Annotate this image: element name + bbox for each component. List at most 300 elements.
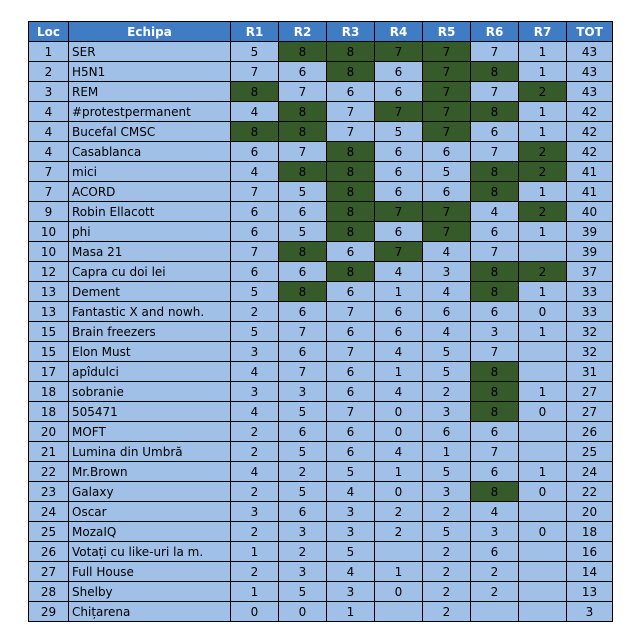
- total-cell[interactable]: 33: [567, 302, 613, 322]
- rank-cell[interactable]: 24: [29, 502, 69, 522]
- score-cell-r7[interactable]: 1: [519, 42, 567, 62]
- score-cell-r5[interactable]: 5: [423, 362, 471, 382]
- score-cell-r2[interactable]: 5: [279, 582, 327, 602]
- score-cell-r1[interactable]: 2: [231, 522, 279, 542]
- score-cell-r4[interactable]: 6: [375, 322, 423, 342]
- header-r1[interactable]: R1: [231, 22, 279, 42]
- team-name-cell[interactable]: apîdulci: [69, 362, 231, 382]
- score-cell-r3[interactable]: 6: [327, 242, 375, 262]
- score-cell-r6[interactable]: 8: [471, 402, 519, 422]
- score-cell-r3[interactable]: 7: [327, 102, 375, 122]
- rank-cell[interactable]: 15: [29, 322, 69, 342]
- score-cell-r4[interactable]: 1: [375, 362, 423, 382]
- score-cell-r7[interactable]: 2: [519, 202, 567, 222]
- score-cell-r4[interactable]: 5: [375, 122, 423, 142]
- header-loc[interactable]: Loc: [29, 22, 69, 42]
- total-cell[interactable]: 3: [567, 602, 613, 622]
- score-cell-r4[interactable]: [375, 602, 423, 622]
- score-cell-r7[interactable]: 1: [519, 102, 567, 122]
- header-r4[interactable]: R4: [375, 22, 423, 42]
- score-cell-r3[interactable]: 6: [327, 282, 375, 302]
- score-cell-r5[interactable]: 2: [423, 582, 471, 602]
- total-cell[interactable]: 39: [567, 222, 613, 242]
- score-cell-r6[interactable]: 6: [471, 542, 519, 562]
- rank-cell[interactable]: 10: [29, 222, 69, 242]
- total-cell[interactable]: 25: [567, 442, 613, 462]
- score-cell-r4[interactable]: 1: [375, 462, 423, 482]
- score-cell-r3[interactable]: 8: [327, 222, 375, 242]
- team-name-cell[interactable]: Fantastic X and nowh.: [69, 302, 231, 322]
- score-cell-r7[interactable]: [519, 602, 567, 622]
- score-cell-r5[interactable]: 2: [423, 562, 471, 582]
- score-cell-r7[interactable]: [519, 562, 567, 582]
- score-cell-r5[interactable]: 1: [423, 442, 471, 462]
- score-cell-r6[interactable]: 8: [471, 282, 519, 302]
- score-cell-r4[interactable]: 6: [375, 182, 423, 202]
- score-cell-r5[interactable]: 3: [423, 482, 471, 502]
- score-cell-r4[interactable]: 7: [375, 242, 423, 262]
- score-cell-r1[interactable]: 8: [231, 82, 279, 102]
- score-cell-r7[interactable]: 0: [519, 522, 567, 542]
- score-cell-r5[interactable]: 5: [423, 162, 471, 182]
- score-cell-r1[interactable]: 4: [231, 162, 279, 182]
- score-cell-r6[interactable]: 6: [471, 122, 519, 142]
- total-cell[interactable]: 41: [567, 162, 613, 182]
- score-cell-r4[interactable]: 6: [375, 142, 423, 162]
- score-cell-r4[interactable]: 1: [375, 282, 423, 302]
- score-cell-r4[interactable]: [375, 542, 423, 562]
- total-cell[interactable]: 27: [567, 382, 613, 402]
- team-name-cell[interactable]: Robin Ellacott: [69, 202, 231, 222]
- team-name-cell[interactable]: phi: [69, 222, 231, 242]
- score-cell-r5[interactable]: 3: [423, 402, 471, 422]
- rank-cell[interactable]: 27: [29, 562, 69, 582]
- total-cell[interactable]: 43: [567, 62, 613, 82]
- score-cell-r3[interactable]: 7: [327, 342, 375, 362]
- score-cell-r3[interactable]: 3: [327, 582, 375, 602]
- score-cell-r1[interactable]: 3: [231, 382, 279, 402]
- team-name-cell[interactable]: ACORD: [69, 182, 231, 202]
- score-cell-r2[interactable]: 5: [279, 182, 327, 202]
- rank-cell[interactable]: 4: [29, 122, 69, 142]
- score-cell-r6[interactable]: 7: [471, 242, 519, 262]
- header-r2[interactable]: R2: [279, 22, 327, 42]
- score-cell-r1[interactable]: 4: [231, 102, 279, 122]
- team-name-cell[interactable]: Masa 21: [69, 242, 231, 262]
- score-cell-r2[interactable]: 7: [279, 362, 327, 382]
- team-name-cell[interactable]: SER: [69, 42, 231, 62]
- score-cell-r2[interactable]: 6: [279, 422, 327, 442]
- team-name-cell[interactable]: Galaxy: [69, 482, 231, 502]
- team-name-cell[interactable]: Bucefal CMSC: [69, 122, 231, 142]
- score-cell-r7[interactable]: [519, 422, 567, 442]
- score-cell-r5[interactable]: 2: [423, 382, 471, 402]
- score-cell-r2[interactable]: 5: [279, 442, 327, 462]
- score-cell-r1[interactable]: 1: [231, 542, 279, 562]
- team-name-cell[interactable]: 505471: [69, 402, 231, 422]
- total-cell[interactable]: 41: [567, 182, 613, 202]
- header-r7[interactable]: R7: [519, 22, 567, 42]
- score-cell-r7[interactable]: 0: [519, 482, 567, 502]
- total-cell[interactable]: 37: [567, 262, 613, 282]
- score-cell-r3[interactable]: 1: [327, 602, 375, 622]
- score-cell-r7[interactable]: 1: [519, 182, 567, 202]
- score-cell-r6[interactable]: 8: [471, 362, 519, 382]
- team-name-cell[interactable]: Mr.Brown: [69, 462, 231, 482]
- score-cell-r3[interactable]: 6: [327, 442, 375, 462]
- team-name-cell[interactable]: Full House: [69, 562, 231, 582]
- score-cell-r1[interactable]: 5: [231, 282, 279, 302]
- score-cell-r4[interactable]: 0: [375, 482, 423, 502]
- team-name-cell[interactable]: MOFT: [69, 422, 231, 442]
- rank-cell[interactable]: 20: [29, 422, 69, 442]
- score-cell-r6[interactable]: 7: [471, 442, 519, 462]
- score-cell-r5[interactable]: 2: [423, 542, 471, 562]
- team-name-cell[interactable]: Lumina din Umbră: [69, 442, 231, 462]
- team-name-cell[interactable]: sobranie: [69, 382, 231, 402]
- score-cell-r1[interactable]: 5: [231, 42, 279, 62]
- score-cell-r1[interactable]: 4: [231, 462, 279, 482]
- rank-cell[interactable]: 25: [29, 522, 69, 542]
- score-cell-r3[interactable]: 5: [327, 542, 375, 562]
- score-cell-r7[interactable]: 0: [519, 402, 567, 422]
- score-cell-r6[interactable]: 7: [471, 142, 519, 162]
- score-cell-r6[interactable]: 8: [471, 62, 519, 82]
- score-cell-r3[interactable]: 8: [327, 62, 375, 82]
- team-name-cell[interactable]: #protestpermanent: [69, 102, 231, 122]
- score-cell-r6[interactable]: 8: [471, 102, 519, 122]
- total-cell[interactable]: 42: [567, 122, 613, 142]
- rank-cell[interactable]: 1: [29, 42, 69, 62]
- header-r6[interactable]: R6: [471, 22, 519, 42]
- rank-cell[interactable]: 13: [29, 282, 69, 302]
- score-cell-r5[interactable]: 2: [423, 602, 471, 622]
- score-cell-r2[interactable]: 8: [279, 102, 327, 122]
- score-cell-r1[interactable]: 5: [231, 322, 279, 342]
- score-cell-r3[interactable]: 6: [327, 382, 375, 402]
- total-cell[interactable]: 43: [567, 42, 613, 62]
- score-cell-r7[interactable]: 2: [519, 142, 567, 162]
- score-cell-r1[interactable]: 2: [231, 482, 279, 502]
- score-cell-r7[interactable]: 1: [519, 62, 567, 82]
- score-cell-r6[interactable]: 7: [471, 42, 519, 62]
- score-cell-r5[interactable]: 6: [423, 422, 471, 442]
- score-cell-r3[interactable]: 4: [327, 562, 375, 582]
- score-cell-r7[interactable]: [519, 342, 567, 362]
- score-cell-r7[interactable]: [519, 542, 567, 562]
- score-cell-r7[interactable]: [519, 362, 567, 382]
- score-cell-r2[interactable]: 3: [279, 382, 327, 402]
- score-cell-r3[interactable]: 3: [327, 502, 375, 522]
- score-cell-r7[interactable]: 1: [519, 122, 567, 142]
- team-name-cell[interactable]: Votați cu like-uri la m.: [69, 542, 231, 562]
- score-cell-r4[interactable]: 6: [375, 302, 423, 322]
- team-name-cell[interactable]: Shelby: [69, 582, 231, 602]
- score-cell-r5[interactable]: 6: [423, 302, 471, 322]
- total-cell[interactable]: 22: [567, 482, 613, 502]
- score-cell-r3[interactable]: 7: [327, 122, 375, 142]
- score-cell-r1[interactable]: 3: [231, 502, 279, 522]
- score-cell-r2[interactable]: 7: [279, 142, 327, 162]
- total-cell[interactable]: 31: [567, 362, 613, 382]
- total-cell[interactable]: 40: [567, 202, 613, 222]
- score-cell-r1[interactable]: 2: [231, 442, 279, 462]
- score-cell-r6[interactable]: 8: [471, 182, 519, 202]
- total-cell[interactable]: 16: [567, 542, 613, 562]
- score-cell-r2[interactable]: 8: [279, 162, 327, 182]
- score-cell-r3[interactable]: 8: [327, 142, 375, 162]
- score-cell-r1[interactable]: 4: [231, 362, 279, 382]
- score-cell-r4[interactable]: 4: [375, 262, 423, 282]
- score-cell-r4[interactable]: 6: [375, 222, 423, 242]
- score-cell-r2[interactable]: 5: [279, 402, 327, 422]
- score-cell-r5[interactable]: 5: [423, 462, 471, 482]
- score-cell-r2[interactable]: 6: [279, 202, 327, 222]
- score-cell-r6[interactable]: 4: [471, 202, 519, 222]
- total-cell[interactable]: 13: [567, 582, 613, 602]
- score-cell-r6[interactable]: 2: [471, 582, 519, 602]
- score-cell-r3[interactable]: 7: [327, 402, 375, 422]
- score-cell-r6[interactable]: 6: [471, 222, 519, 242]
- team-name-cell[interactable]: Casablanca: [69, 142, 231, 162]
- header-r3[interactable]: R3: [327, 22, 375, 42]
- score-cell-r2[interactable]: 8: [279, 282, 327, 302]
- total-cell[interactable]: 32: [567, 322, 613, 342]
- score-cell-r4[interactable]: 6: [375, 162, 423, 182]
- score-cell-r6[interactable]: 6: [471, 462, 519, 482]
- total-cell[interactable]: 20: [567, 502, 613, 522]
- total-cell[interactable]: 32: [567, 342, 613, 362]
- score-cell-r4[interactable]: 1: [375, 562, 423, 582]
- score-cell-r7[interactable]: 2: [519, 162, 567, 182]
- score-cell-r5[interactable]: 7: [423, 62, 471, 82]
- score-cell-r1[interactable]: 6: [231, 262, 279, 282]
- rank-cell[interactable]: 17: [29, 362, 69, 382]
- score-cell-r7[interactable]: 1: [519, 462, 567, 482]
- rank-cell[interactable]: 23: [29, 482, 69, 502]
- score-cell-r2[interactable]: 6: [279, 302, 327, 322]
- score-cell-r5[interactable]: 7: [423, 42, 471, 62]
- score-cell-r1[interactable]: 4: [231, 402, 279, 422]
- score-cell-r6[interactable]: 3: [471, 522, 519, 542]
- score-cell-r4[interactable]: 6: [375, 62, 423, 82]
- total-cell[interactable]: 42: [567, 142, 613, 162]
- score-cell-r7[interactable]: [519, 442, 567, 462]
- score-cell-r7[interactable]: [519, 242, 567, 262]
- team-name-cell[interactable]: Capra cu doi lei: [69, 262, 231, 282]
- score-cell-r1[interactable]: 6: [231, 142, 279, 162]
- total-cell[interactable]: 18: [567, 522, 613, 542]
- team-name-cell[interactable]: H5N1: [69, 62, 231, 82]
- score-cell-r2[interactable]: 3: [279, 522, 327, 542]
- score-cell-r6[interactable]: 8: [471, 162, 519, 182]
- total-cell[interactable]: 27: [567, 402, 613, 422]
- score-cell-r3[interactable]: 8: [327, 42, 375, 62]
- total-cell[interactable]: 26: [567, 422, 613, 442]
- score-cell-r4[interactable]: 0: [375, 582, 423, 602]
- score-cell-r3[interactable]: 6: [327, 362, 375, 382]
- score-cell-r2[interactable]: 3: [279, 562, 327, 582]
- score-cell-r6[interactable]: 8: [471, 262, 519, 282]
- score-cell-r7[interactable]: 1: [519, 282, 567, 302]
- rank-cell[interactable]: 26: [29, 542, 69, 562]
- total-cell[interactable]: 42: [567, 102, 613, 122]
- total-cell[interactable]: 24: [567, 462, 613, 482]
- score-cell-r2[interactable]: 2: [279, 542, 327, 562]
- score-cell-r2[interactable]: 6: [279, 62, 327, 82]
- score-cell-r1[interactable]: 7: [231, 242, 279, 262]
- score-cell-r4[interactable]: 4: [375, 442, 423, 462]
- rank-cell[interactable]: 21: [29, 442, 69, 462]
- rank-cell[interactable]: 18: [29, 382, 69, 402]
- score-cell-r4[interactable]: 2: [375, 522, 423, 542]
- score-cell-r3[interactable]: 6: [327, 422, 375, 442]
- score-cell-r2[interactable]: 2: [279, 462, 327, 482]
- score-cell-r3[interactable]: 8: [327, 182, 375, 202]
- header-echipa[interactable]: Echipa: [69, 22, 231, 42]
- score-cell-r3[interactable]: 6: [327, 322, 375, 342]
- team-name-cell[interactable]: Oscar: [69, 502, 231, 522]
- score-cell-r5[interactable]: 5: [423, 522, 471, 542]
- rank-cell[interactable]: 4: [29, 142, 69, 162]
- score-cell-r2[interactable]: 0: [279, 602, 327, 622]
- rank-cell[interactable]: 13: [29, 302, 69, 322]
- rank-cell[interactable]: 22: [29, 462, 69, 482]
- score-cell-r7[interactable]: 2: [519, 82, 567, 102]
- score-cell-r2[interactable]: 8: [279, 242, 327, 262]
- score-cell-r5[interactable]: 3: [423, 262, 471, 282]
- header-r5[interactable]: R5: [423, 22, 471, 42]
- score-cell-r6[interactable]: 7: [471, 342, 519, 362]
- score-cell-r6[interactable]: 4: [471, 502, 519, 522]
- score-cell-r3[interactable]: 5: [327, 462, 375, 482]
- rank-cell[interactable]: 7: [29, 162, 69, 182]
- score-cell-r5[interactable]: 4: [423, 242, 471, 262]
- score-cell-r5[interactable]: 7: [423, 82, 471, 102]
- score-cell-r1[interactable]: 8: [231, 122, 279, 142]
- score-cell-r4[interactable]: 4: [375, 382, 423, 402]
- score-cell-r5[interactable]: 6: [423, 142, 471, 162]
- team-name-cell[interactable]: Dement: [69, 282, 231, 302]
- score-cell-r6[interactable]: 6: [471, 422, 519, 442]
- score-cell-r2[interactable]: 6: [279, 262, 327, 282]
- score-cell-r1[interactable]: 2: [231, 562, 279, 582]
- team-name-cell[interactable]: Chițarena: [69, 602, 231, 622]
- rank-cell[interactable]: 10: [29, 242, 69, 262]
- score-cell-r5[interactable]: 6: [423, 182, 471, 202]
- score-cell-r3[interactable]: 4: [327, 482, 375, 502]
- rank-cell[interactable]: 4: [29, 102, 69, 122]
- rank-cell[interactable]: 29: [29, 602, 69, 622]
- score-cell-r2[interactable]: 5: [279, 482, 327, 502]
- score-cell-r1[interactable]: 0: [231, 602, 279, 622]
- score-cell-r4[interactable]: 7: [375, 42, 423, 62]
- score-cell-r4[interactable]: 4: [375, 342, 423, 362]
- score-cell-r2[interactable]: 8: [279, 42, 327, 62]
- score-cell-r6[interactable]: 8: [471, 382, 519, 402]
- score-cell-r1[interactable]: 7: [231, 62, 279, 82]
- score-cell-r1[interactable]: 1: [231, 582, 279, 602]
- score-cell-r6[interactable]: 3: [471, 322, 519, 342]
- score-cell-r5[interactable]: 7: [423, 202, 471, 222]
- score-cell-r6[interactable]: 8: [471, 482, 519, 502]
- score-cell-r1[interactable]: 6: [231, 222, 279, 242]
- score-cell-r1[interactable]: 2: [231, 302, 279, 322]
- score-cell-r4[interactable]: 2: [375, 502, 423, 522]
- rank-cell[interactable]: 18: [29, 402, 69, 422]
- score-cell-r3[interactable]: 8: [327, 162, 375, 182]
- rank-cell[interactable]: 2: [29, 62, 69, 82]
- score-cell-r3[interactable]: 8: [327, 262, 375, 282]
- score-cell-r2[interactable]: 5: [279, 222, 327, 242]
- score-cell-r7[interactable]: [519, 582, 567, 602]
- score-cell-r4[interactable]: 7: [375, 202, 423, 222]
- score-cell-r4[interactable]: 6: [375, 82, 423, 102]
- score-cell-r1[interactable]: 2: [231, 422, 279, 442]
- team-name-cell[interactable]: Brain freezers: [69, 322, 231, 342]
- total-cell[interactable]: 14: [567, 562, 613, 582]
- score-cell-r2[interactable]: 6: [279, 502, 327, 522]
- rank-cell[interactable]: 7: [29, 182, 69, 202]
- score-cell-r5[interactable]: 4: [423, 282, 471, 302]
- score-cell-r7[interactable]: 1: [519, 382, 567, 402]
- score-cell-r7[interactable]: 0: [519, 302, 567, 322]
- total-cell[interactable]: 43: [567, 82, 613, 102]
- rank-cell[interactable]: 28: [29, 582, 69, 602]
- rank-cell[interactable]: 12: [29, 262, 69, 282]
- score-cell-r3[interactable]: 6: [327, 82, 375, 102]
- score-cell-r5[interactable]: 7: [423, 102, 471, 122]
- score-cell-r1[interactable]: 6: [231, 202, 279, 222]
- score-cell-r1[interactable]: 7: [231, 182, 279, 202]
- score-cell-r3[interactable]: 7: [327, 302, 375, 322]
- team-name-cell[interactable]: REM: [69, 82, 231, 102]
- score-cell-r2[interactable]: 7: [279, 82, 327, 102]
- rank-cell[interactable]: 3: [29, 82, 69, 102]
- score-cell-r3[interactable]: 8: [327, 202, 375, 222]
- rank-cell[interactable]: 9: [29, 202, 69, 222]
- score-cell-r5[interactable]: 4: [423, 322, 471, 342]
- score-cell-r2[interactable]: 7: [279, 322, 327, 342]
- score-cell-r6[interactable]: [471, 602, 519, 622]
- score-cell-r6[interactable]: 2: [471, 562, 519, 582]
- score-cell-r6[interactable]: 7: [471, 82, 519, 102]
- team-name-cell[interactable]: MozaIQ: [69, 522, 231, 542]
- total-cell[interactable]: 39: [567, 242, 613, 262]
- score-cell-r5[interactable]: 7: [423, 122, 471, 142]
- score-cell-r5[interactable]: 2: [423, 502, 471, 522]
- rank-cell[interactable]: 15: [29, 342, 69, 362]
- score-cell-r1[interactable]: 3: [231, 342, 279, 362]
- score-cell-r5[interactable]: 5: [423, 342, 471, 362]
- header-tot[interactable]: TOT: [567, 22, 613, 42]
- score-cell-r5[interactable]: 7: [423, 222, 471, 242]
- team-name-cell[interactable]: Elon Must: [69, 342, 231, 362]
- score-cell-r6[interactable]: 6: [471, 302, 519, 322]
- score-cell-r7[interactable]: 2: [519, 262, 567, 282]
- score-cell-r2[interactable]: 6: [279, 342, 327, 362]
- score-cell-r4[interactable]: 0: [375, 402, 423, 422]
- score-cell-r7[interactable]: 1: [519, 222, 567, 242]
- score-cell-r7[interactable]: 1: [519, 322, 567, 342]
- score-cell-r2[interactable]: 8: [279, 122, 327, 142]
- score-cell-r4[interactable]: 0: [375, 422, 423, 442]
- score-cell-r4[interactable]: 7: [375, 102, 423, 122]
- total-cell[interactable]: 33: [567, 282, 613, 302]
- score-cell-r7[interactable]: [519, 502, 567, 522]
- score-cell-r3[interactable]: 3: [327, 522, 375, 542]
- team-name-cell[interactable]: mici: [69, 162, 231, 182]
